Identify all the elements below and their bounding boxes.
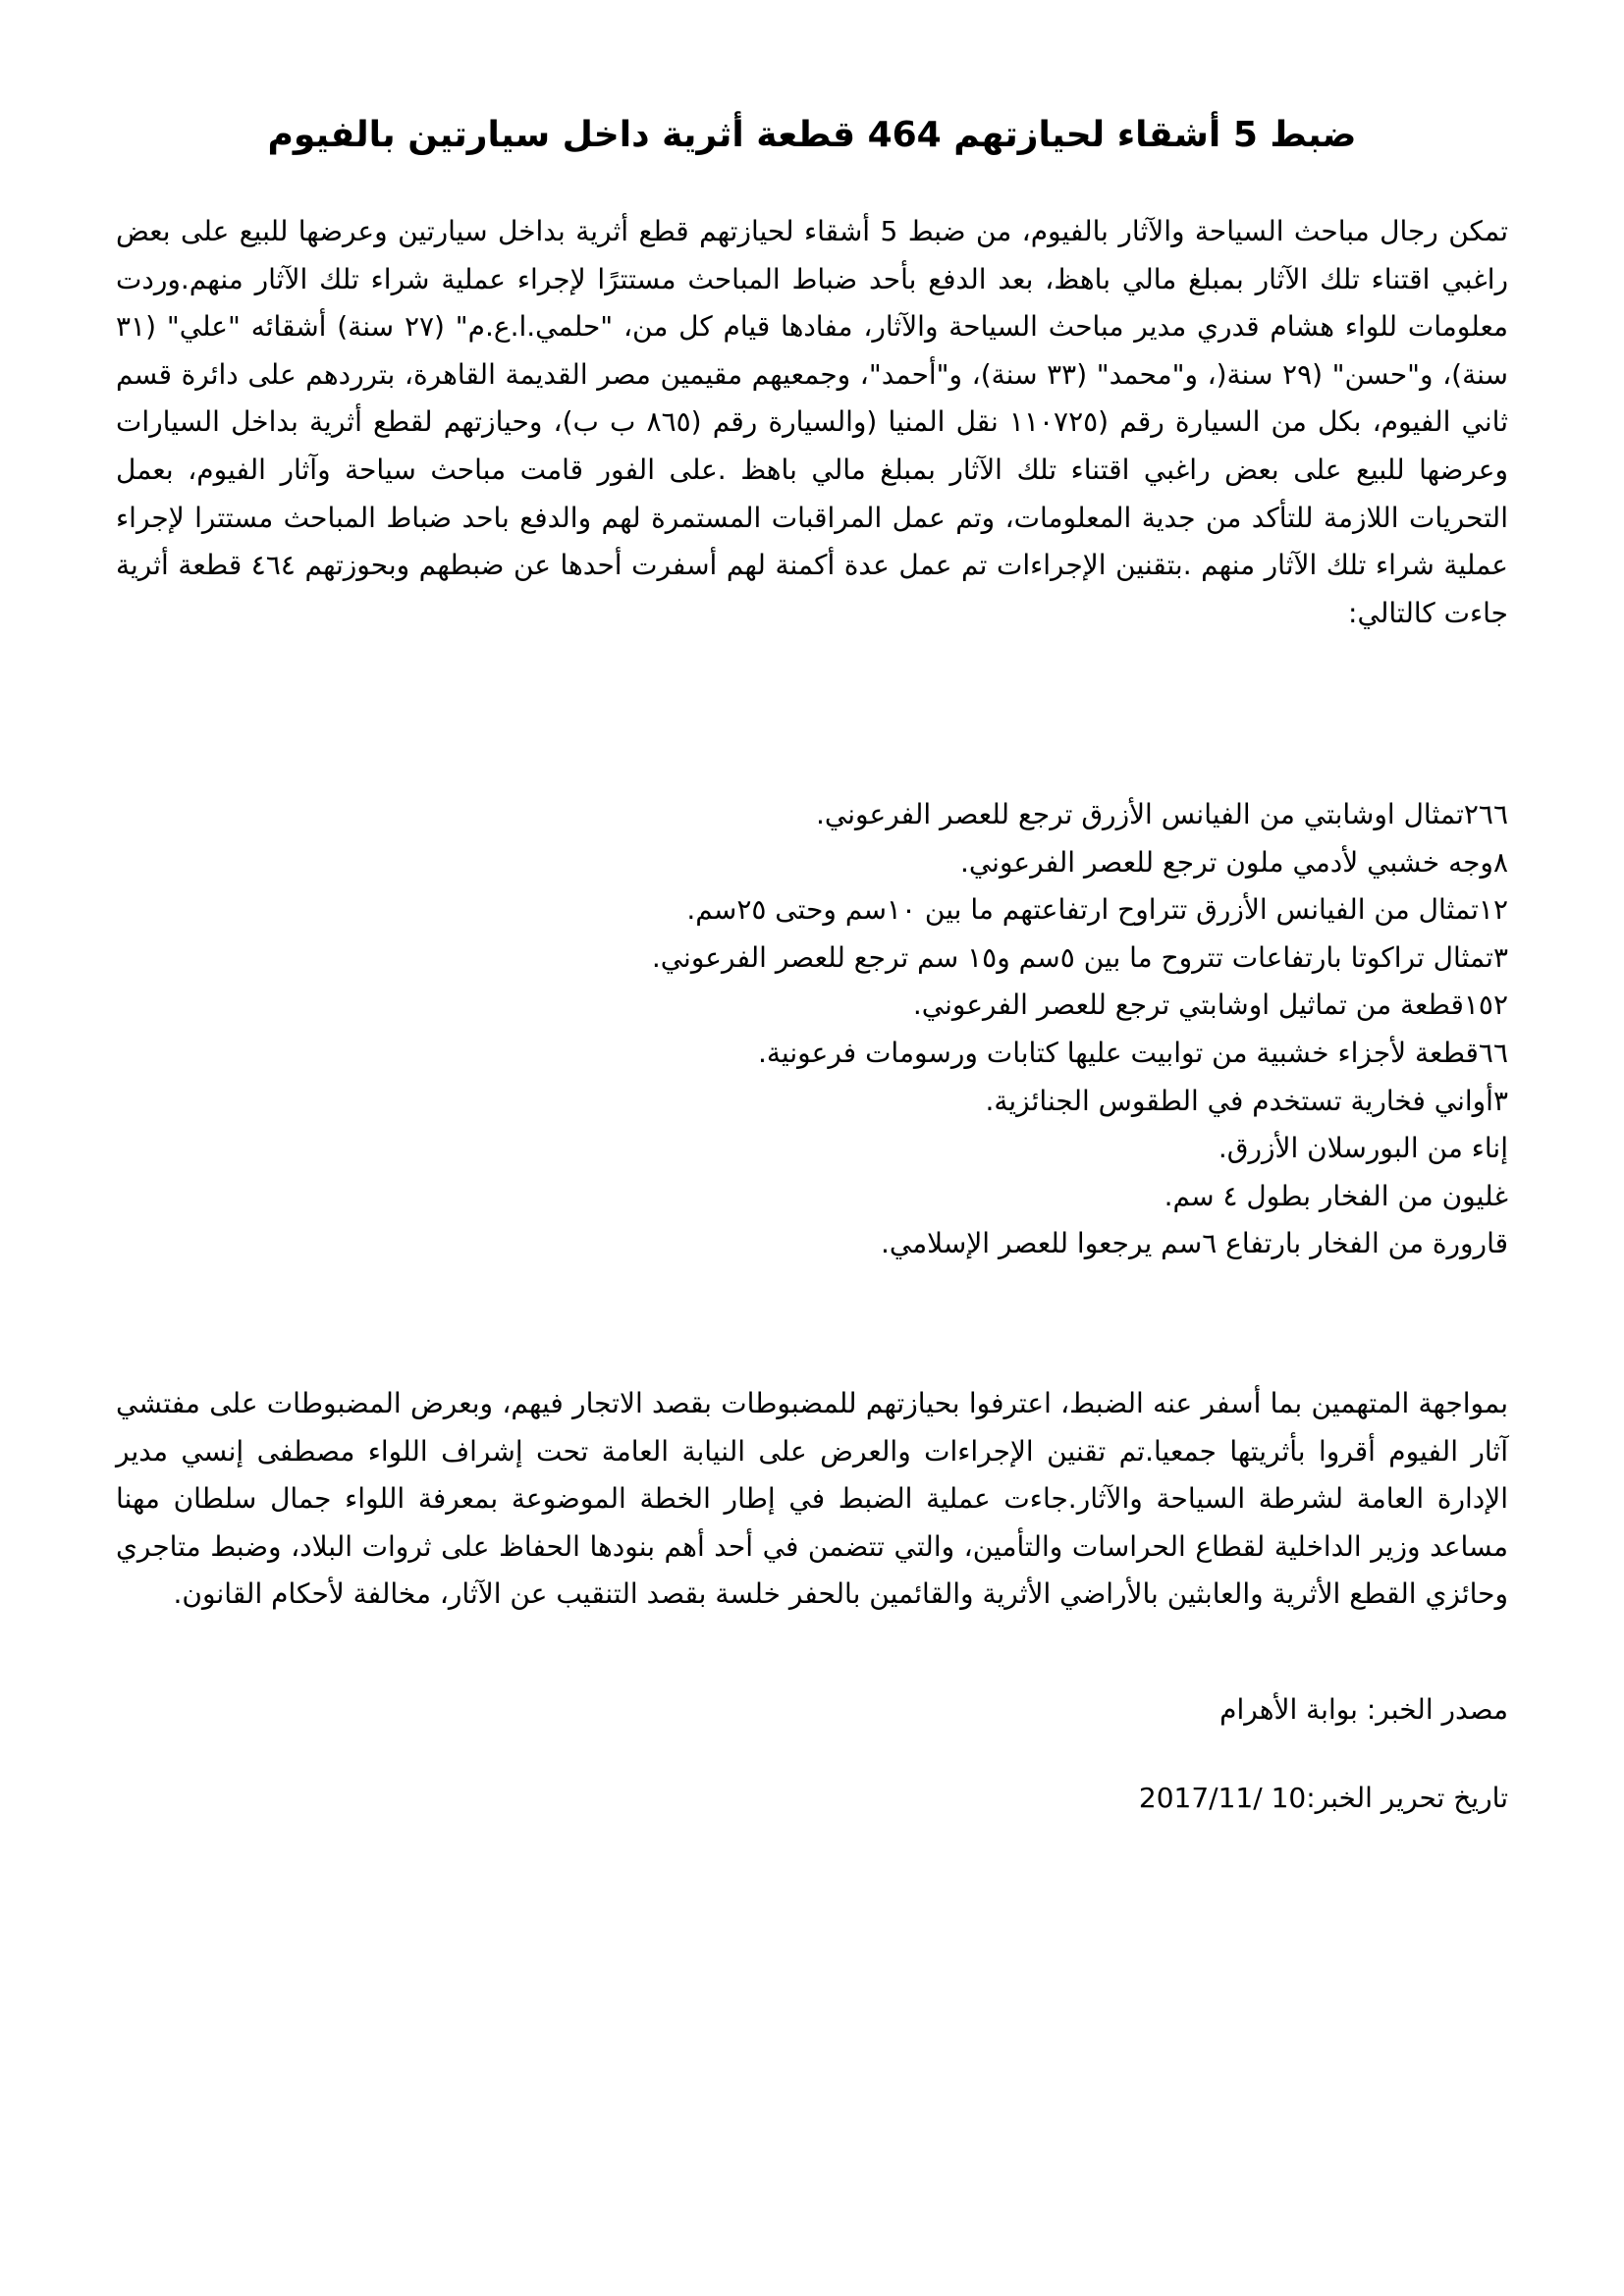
seized-items-list xyxy=(428,791,1508,1268)
list-item: غليون من الفخار بطول ٤ سم. xyxy=(1164,1179,1508,1212)
list-item: ١٢تمثال من الفيانس الأزرق تتراوح ارتفاعتهم ما بين ١٠سم وحتى ٢٥سم. xyxy=(686,893,1508,927)
news-source: مصدر الخبر: بوابة الأهرام xyxy=(1219,1693,1508,1726)
list-item: قارورة من الفخار بارتفاع ٦سم يرجعوا للعصر الإسلامي. xyxy=(880,1227,1508,1260)
intro-paragraph: تمكن رجال مباحث السياحة والآثار بالفيوم، من ضبط 5 أشقاء لحيازتهم قطع أثرية بداخل سيارتين وعرضها للبيع على بعض راغبي اقتناء تلك الآثار بمبلغ مالي باهظ، بعد الدفع بأحد ضباط المباحث مستترًا لإجراء عملية شراء تلك الآثار منهم.وردت معلومات للواء هشام قدري مدير مباحث السياحة والآثار، مفادها قيام كل من، "حلمي.ا.ع.م" (٢٧ سنة) أشقائه "علي" (٣١ سنة)، و"حسن" (٢٩ سنة(، و"محمد" (٣٣ سنة)، و"أحمد"، وجمعيهم مقيمين مصر القديمة القاهرة، بترردهم على دائرة قسم ثاني الفيوم، بكل من السيارة رقم (١١٠٧٢٥ نقل المنيا (والسيارة رقم (٨٦٥ ب ب)، وحيازتهم لقطع أثرية بداخل السيارات وعرضها للبيع على بعض راغبي اقتناء تلك الآثار بمبلغ مالي باهظ .على الفور قامت مباحث سياحة وآثار الفيوم، بعمل التحريات اللازمة للتأكد من جدية المعلومات، وتم عمل المراقبات المستمرة لهم والدفع باحد ضباط المباحث مستترا لإجراء عملية شراء تلك الآثار منهم .بتقنين الإجراءات تم عمل عدة أكمنة لهم أسفرت أحدها عن ضبطهم وبحوزتهم ٤٦٤ قطعة أثرية جاءت كالتالي: xyxy=(116,215,1509,629)
list-item: ٦٦قطعة لأجزاء خشبية من توابيت عليها كتابات ورسومات فرعونية. xyxy=(758,1036,1508,1069)
list-item: ٣أواني فخارية تستخدم في الطقوس الجنائزية. xyxy=(985,1084,1508,1117)
list-item: إناء من البورسلان الأزرق. xyxy=(1218,1132,1508,1165)
list-item: ٨وجه خشبي لأدمي ملون ترجع للعصر الفرعوني. xyxy=(959,845,1508,879)
publication-date: تاريخ تحرير الخبر:10 /2017/11 xyxy=(1138,1782,1508,1814)
list-item: ٢٦٦تمثال اوشابتي من الفيانس الأزرق ترجع للعصر الفرعوني. xyxy=(816,798,1508,830)
list-item: ١٥٢قطعة من تماثيل اوشابتي ترجع للعصر الفرعوني. xyxy=(912,988,1508,1022)
article-title: ضبط 5 أشقاء لحيازتهم 464 قطعة أثرية داخل سيارتين بالفيوم xyxy=(267,115,1357,155)
outro-paragraph: بمواجهة المتهمين بما أسفر عنه الضبط، اعترفوا بحيازتهم للمضبوطات بقصد الاتجار فيهم، وبعرض المضبوطات على مفتشي آثار الفيوم أقروا بأثريتها جمعيا.تم تقنين الإجراءات والعرض على النيابة العامة تحت إشراف اللواء مصطفى إنسي مدير الإدارة العامة لشرطة السياحة والآثار.جاءت عملية الضبط في إطار الخطة الموضوعة بمعرفة اللواء جمال سلطان مهنا مساعد وزير الداخلية لقطاع الحراسات والتأمين، والتي تتضمن في أحد أهم بنودها الحفاظ على ثروات البلاد، وضبط متاجري وحائزي القطع الأثرية والعابثين بالأراضي الأثرية والقائمين بالحفر خلسة بقصد التنقيب عن الآثار، مخالفة لأحكام القانون. xyxy=(116,1387,1508,1611)
list-item: ٣تمثال تراكوتا بارتفاعات تتروح ما بين ٥سم و١٥ سم ترجع للعصر الفرعوني. xyxy=(651,940,1508,974)
